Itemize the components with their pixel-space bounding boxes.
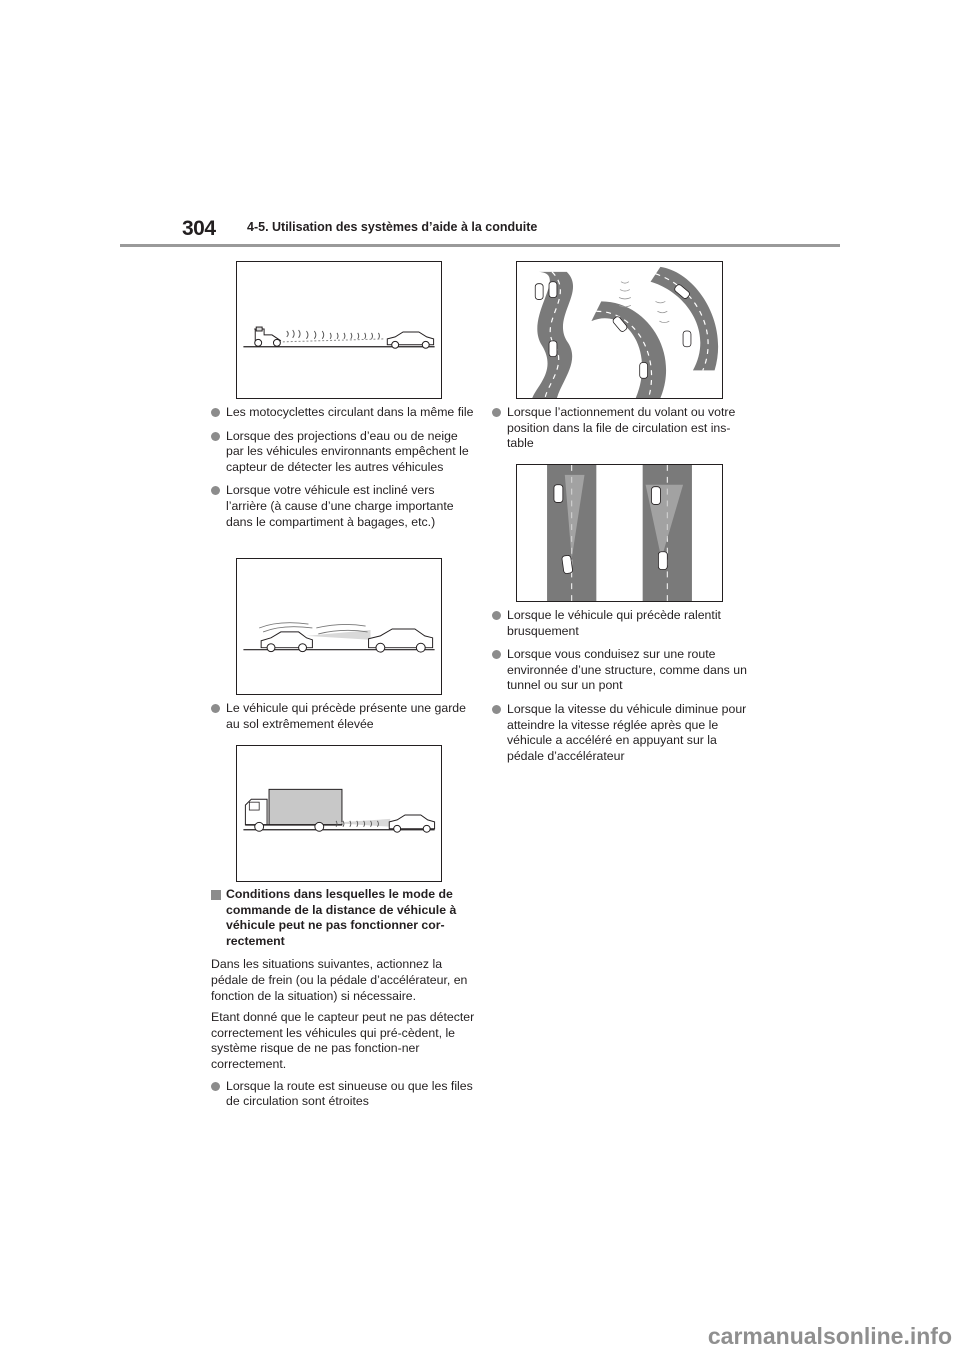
left-list-1 <box>211 405 476 538</box>
figure-unstable-lane-position <box>516 464 723 602</box>
paragraph: Etant donné que le capteur peut ne pas détecter correctement les véhicules qui pré-cèdent, le système risque de ne pas fonction-ner correctement. <box>211 1010 475 1071</box>
bullet-icon <box>492 705 501 714</box>
list-item: Lorsque des projections d’eau ou de neige par les véhicules environnants empêchent le capteur de détecter les autres véhicules <box>211 429 476 476</box>
list-item: Le véhicule qui précède présente une garde au sol extrêmement élevée <box>211 701 476 732</box>
figure-vehicle-spray <box>236 558 442 695</box>
list-item: Lorsque votre véhicule est incliné vers l’arrière (à cause d’une charge importante dans le compartiment à bagages, etc.) <box>211 483 476 530</box>
left-section-conditions <box>211 887 476 1118</box>
list-item: Lorsque la vitesse du véhicule diminue pour atteindre la vitesse réglée après que le véhicule a accéléré en appuyant sur la pédale d’accélérateur <box>492 702 757 764</box>
list-item: Lorsque le véhicule qui précède ralentit brusquement <box>492 608 757 639</box>
right-list-2 <box>492 608 757 772</box>
bullet-icon <box>492 408 501 417</box>
figure-high-ground-clearance-truck <box>236 745 442 882</box>
page-number: 304 <box>182 217 216 240</box>
list-item: Lorsque l’actionnement du volant ou votre position dans la file de circulation est ins-table <box>492 405 757 452</box>
list-item: Lorsque la route est sinueuse ou que les files de circulation sont étroites <box>211 1079 476 1110</box>
square-bullet-icon <box>211 890 221 900</box>
right-list-1 <box>492 405 757 460</box>
bullet-icon <box>492 650 501 659</box>
bullet-icon <box>211 408 220 417</box>
bullet-icon <box>211 704 220 713</box>
watermark: carmanualsonline.info <box>707 1323 952 1349</box>
list-item: Les motocyclettes circulant dans la même file <box>211 405 476 421</box>
paragraph: Dans les situations suivantes, actionnez la pédale de frein (ou la pédale d’accélérateur, en fonction de la situation) si nécessaire. <box>211 957 468 1003</box>
figure-motorcycle-in-lane <box>236 261 442 399</box>
section-heading: Conditions dans lesquelles le mode de commande de la distance de véhicule à véhicule peut ne pas fonctionner cor-rectement <box>211 887 476 949</box>
bullet-icon <box>211 432 220 441</box>
bullet-icon <box>211 1082 220 1091</box>
figure-winding-roads <box>516 261 723 399</box>
section-title: 4-5. Utilisation des systèmes d’aide à la conduite <box>247 220 538 234</box>
bullet-icon <box>492 611 501 620</box>
list-item: Lorsque vous conduisez sur une route environnée d’une structure, comme dans un tunnel ou sur un pont <box>492 647 757 694</box>
left-list-2 <box>211 701 476 740</box>
header-rule <box>120 244 840 247</box>
bullet-icon <box>211 486 220 495</box>
